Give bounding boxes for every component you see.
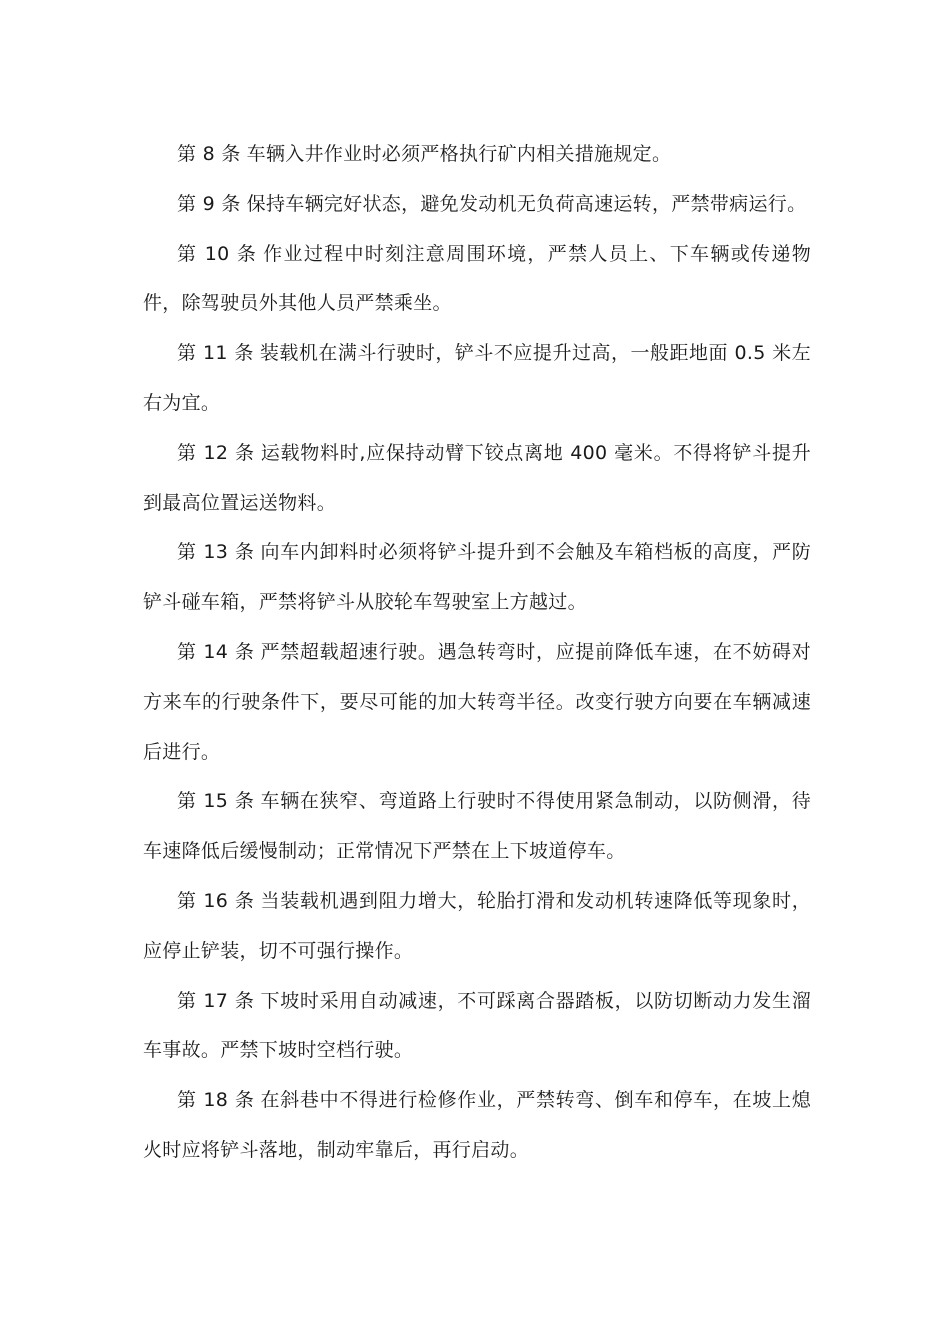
article-number: 第 16 条	[177, 889, 255, 912]
article-number: 第 9 条	[177, 192, 241, 215]
article-text: 向车内卸料时必须将铲斗提升到不会触及车箱档板的高度，严防铲斗碰车箱，严禁将铲斗从胶轮车驾驶室上方越过。	[143, 541, 811, 614]
article-13	[143, 528, 811, 628]
article-text: 运载物料时,应保持动臂下铰点离地 400 毫米。不得将铲斗提升到最高位置运送物料。	[143, 441, 811, 514]
article-11	[143, 329, 811, 429]
article-number: 第 11 条	[177, 342, 254, 365]
article-number: 第 13 条	[177, 541, 255, 564]
article-number: 第 18 条	[177, 1089, 255, 1112]
article-14	[143, 628, 811, 777]
article-text: 在斜巷中不得进行检修作业，严禁转弯、倒车和停车，在坡上熄火时应将铲斗落地，制动牢靠后，再行启动。	[143, 1089, 811, 1161]
article-9	[143, 180, 811, 230]
article-12	[143, 429, 811, 529]
article-16	[143, 877, 811, 977]
article-15	[143, 777, 811, 877]
article-text: 保持车辆完好状态，避免发动机无负荷高速运转，严禁带病运行。	[246, 192, 807, 215]
article-text: 作业过程中时刻注意周围环境，严禁人员上、下车辆或传递物件，除驾驶员外其他人员严禁乘坐。	[143, 242, 811, 315]
document-body	[143, 130, 811, 1176]
article-number: 第 15 条	[177, 790, 255, 813]
article-text: 车辆在狭窄、弯道路上行驶时不得使用紧急制动，以防侧滑，待车速降低后缓慢制动；正常情况下严禁在上下坡道停车。	[143, 790, 811, 863]
article-number: 第 8 条	[177, 143, 241, 165]
article-18	[143, 1076, 811, 1176]
article-text: 严禁超载超速行驶。遇急转弯时，应提前降低车速，在不妨碍对方来车的行驶条件下，要尽可能的加大转弯半径。改变行驶方向要在车辆减速后进行。	[143, 640, 811, 763]
article-number: 第 14 条	[177, 640, 255, 663]
article-10	[143, 230, 811, 330]
article-8	[143, 130, 811, 180]
article-text: 车辆入井作业时必须严格执行矿内相关措施规定。	[246, 143, 672, 165]
article-number: 第 12 条	[177, 441, 255, 464]
article-number: 第 17 条	[177, 989, 255, 1012]
article-number: 第 10 条	[177, 242, 258, 265]
article-text: 当装载机遇到阻力增大，轮胎打滑和发动机转速降低等现象时，应停止铲装，切不可强行操作。	[143, 889, 811, 962]
article-17	[143, 977, 811, 1077]
article-text: 下坡时采用自动减速，不可踩离合器踏板，以防切断动力发生溜车事故。严禁下坡时空档行驶。	[143, 989, 811, 1062]
article-text: 装载机在满斗行驶时，铲斗不应提升过高，一般距地面 0.5 米左右为宜。	[143, 342, 811, 414]
